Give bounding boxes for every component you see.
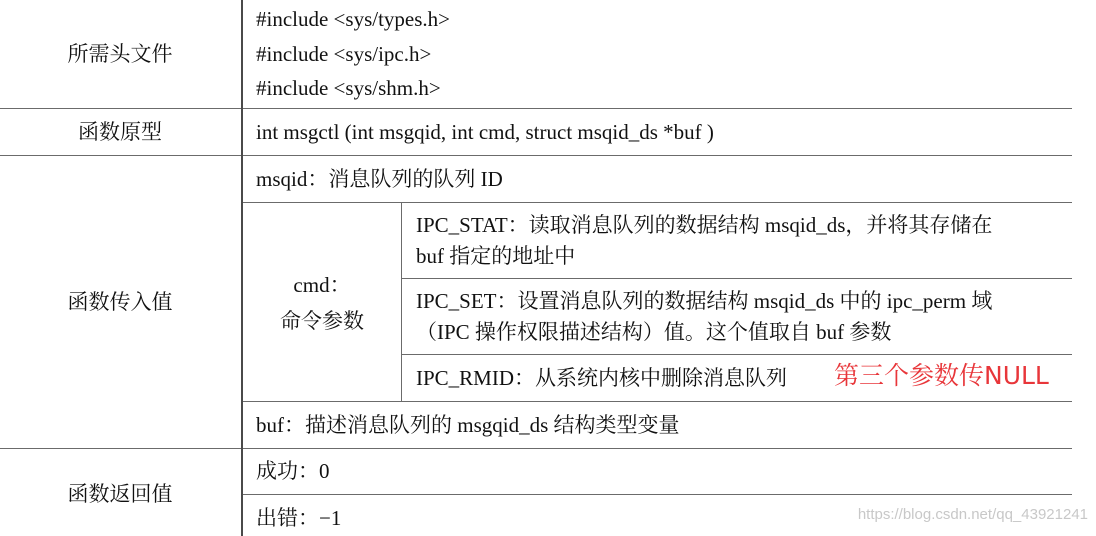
watermark: https://blog.csdn.net/qq_43921241	[857, 506, 1088, 523]
column-divider	[241, 0, 243, 536]
handwritten-annotation: 第三个参数传NULL	[834, 361, 1049, 390]
ipc-stat-desc: IPC_STAT：读取消息队列的数据结构 msqid_ds，并将其存储在	[416, 213, 993, 237]
column-divider	[401, 202, 402, 401]
param-buf: buf：描述消息队列的 msgqid_ds 结构类型变量	[256, 413, 680, 437]
ipc-set-desc: （IPC 操作权限描述结构）值。这个值取自 buf 参数	[416, 320, 892, 344]
row-divider	[0, 155, 1072, 156]
headers-label: 所需头文件	[67, 42, 173, 66]
row-divider	[0, 108, 1072, 109]
cmd-label: 命令参数	[280, 309, 364, 333]
header-line: #include <sys/ipc.h>	[256, 42, 432, 66]
row-divider	[402, 354, 1072, 355]
row-divider	[242, 202, 1072, 203]
params-label: 函数传入值	[67, 290, 173, 314]
ipc-set-desc: IPC_SET：设置消息队列的数据结构 msqid_ds 中的 ipc_perm 域	[416, 289, 993, 313]
header-line: #include <sys/types.h>	[256, 7, 451, 31]
ipc-rmid-desc: IPC_RMID：从系统内核中删除消息队列	[416, 366, 788, 390]
row-divider	[402, 278, 1072, 279]
row-divider	[0, 448, 1072, 449]
return-error: 出错：−1	[256, 506, 342, 530]
return-success: 成功：0	[256, 459, 330, 483]
row-divider	[242, 401, 1072, 402]
returns-label: 函数返回值	[67, 482, 173, 506]
row-divider	[242, 494, 1072, 495]
prototype-value: int msgctl (int msgqid, int cmd, struct msqid_ds *buf )	[256, 120, 714, 144]
param-msqid: msqid：消息队列的队列 ID	[256, 167, 503, 191]
ipc-stat-desc: buf 指定的地址中	[416, 244, 576, 268]
cmd-label: cmd：	[293, 273, 351, 297]
prototype-label: 函数原型	[78, 120, 162, 144]
header-line: #include <sys/shm.h>	[256, 76, 441, 100]
